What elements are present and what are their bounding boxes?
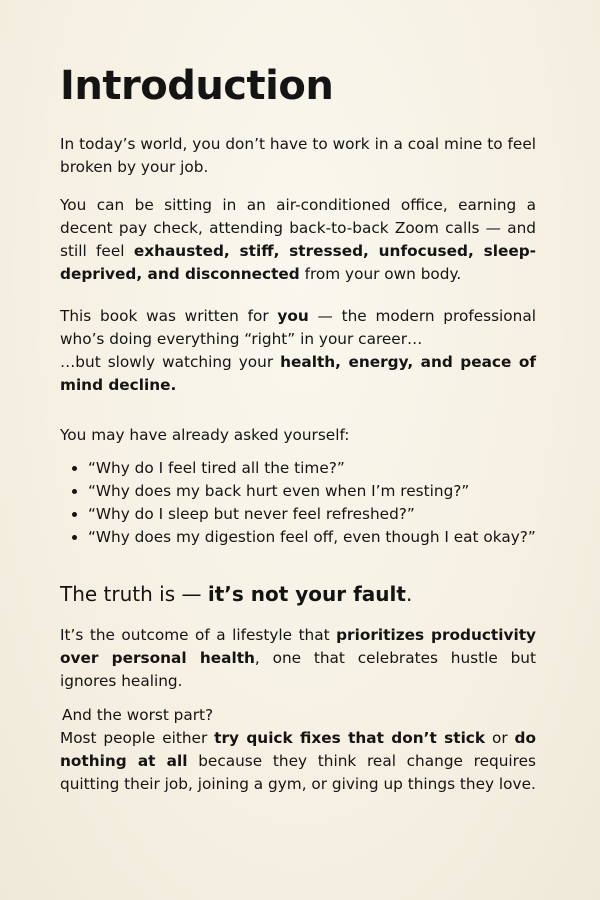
paragraph-book-mid: — the modern professional who’s doing everything “right” in your career… (60, 307, 536, 348)
truth-statement (60, 580, 412, 608)
paragraph-book-you: you (277, 307, 309, 325)
questions-list (60, 457, 536, 549)
paragraph-office-lead: You can be sitting in an air-conditioned office, earning a decent pay check, attending back-to-back Zoom calls — and still feel (60, 196, 536, 260)
paragraph-book-line2: …but slowly watching your (60, 353, 281, 371)
list-item: • “Why does my back hurt even when I’m resting?” (88, 480, 536, 503)
paragraph-worst-part (60, 704, 536, 796)
truth-tail: . (405, 582, 413, 606)
paragraph-book-lead: This book was written for (60, 307, 278, 325)
truth-bold: it’s not your fault (207, 582, 406, 606)
paragraph-worst-heading: And the worst part? (62, 706, 214, 724)
paragraph-lifestyle-tail: , one that celebrates hustle but ignores healing. (60, 649, 537, 690)
paragraph-lifestyle (60, 624, 536, 693)
list-item: • “Why do I sleep but never feel refreshed?” (88, 503, 536, 526)
paragraph-lifestyle-bold: prioritizes productivity over personal health (60, 626, 536, 667)
page-title: Introduction (60, 63, 334, 109)
paragraph-lifestyle-lead: It’s the outcome of a lifestyle that (60, 626, 337, 644)
paragraph-worst-bold2: do nothing at all (60, 729, 536, 770)
list-item: • “Why do I feel tired all the time?” (88, 457, 536, 480)
paragraph-worst-bold1: try quick fixes that don’t stick (214, 729, 486, 747)
paragraph-intro: In today’s world, you don’t have to work in a coal mine to feel broken by your job. (60, 135, 536, 176)
paragraph-worst-tail: because they think real change requires quitting their job, joining a gym, or giving up things they love. (60, 752, 537, 793)
paragraph-office-bold: exhausted, stiff, stressed, unfocused, sleep-deprived, and disconnected (60, 242, 536, 283)
paragraph-office (60, 194, 536, 286)
paragraph-book-bold: health, energy, and peace of mind decline. (60, 353, 536, 394)
truth-lead: The truth is — (60, 582, 208, 606)
paragraph-office-tail: from your own body. (299, 265, 462, 283)
paragraph-asked: You may have already asked yourself: (60, 426, 350, 444)
paragraph-worst-mid: or (485, 729, 515, 747)
paragraph-book-for-you (60, 305, 536, 397)
list-item: • “Why does my digestion feel off, even though I eat okay?” (88, 526, 536, 549)
paragraph-worst-lead: Most people either (60, 729, 215, 747)
